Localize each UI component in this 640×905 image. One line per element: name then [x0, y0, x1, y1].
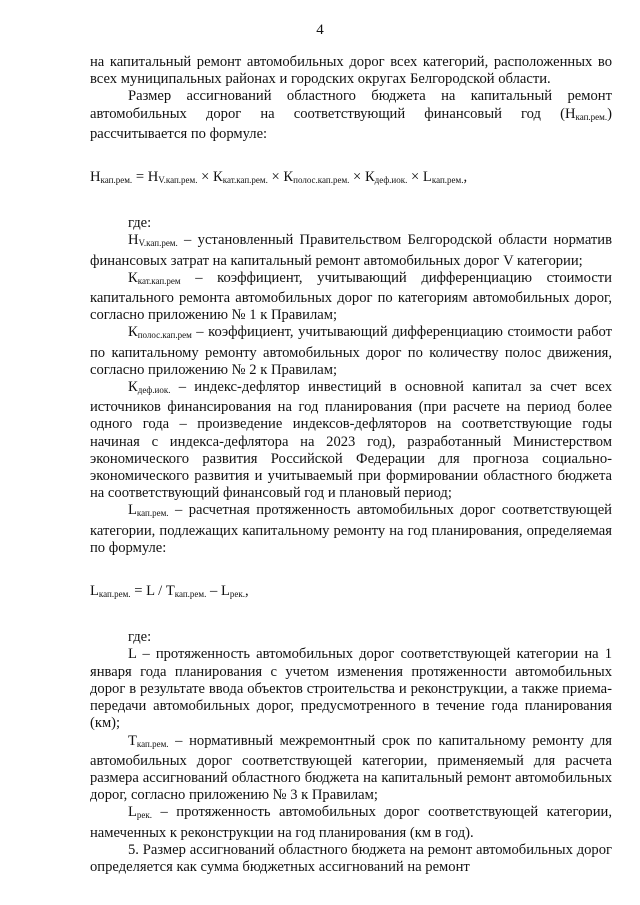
formula-capital-repair-allocation: $Н_{кап.рем.} = Н_{V.кап.рем.} \times К_{кат.кап.рем.} \times К_{полос.кап.рем.} \times К_{деф.иок.} \times L_{кап.рем.}$,	[90, 169, 468, 186]
definition-tkap: $Т_{кап.рем.}$ – нормативный межремонтный срок по капитальному ремонту для автомобильных дорог соответствующей категории, применяемый для расчета размера ассигнований областного бюджета на капитальный ремонт автомобильных дорог, согласно приложению № 3 к Правилам;	[90, 732, 612, 804]
definition-kkat: $К_{кат.кап.рем}$ – коэффициент, учитывающий дифференциацию стоимости капитального ремонта автомобильных дорог по категориям автомобильных дорог, согласно приложению № 1 к Правилам;	[90, 269, 612, 324]
definition-kdef: $К_{деф.иок.}$ – индекс-дефлятор инвестиций в основной капитал за счет всех источников финансирования на год планирования (при расчете на период более одного года – произведение индексов-дефляторов на соответствующие годы начиная с индекса-дефлятора на 2023 год), разработанный Министерством экономического развития Российской Федерации для прогноза социально-экономического развития и учитываемый при формировании областного бюджета на соответствующий финансовый год и плановый период;	[90, 379, 612, 502]
definition-nv: $Н_{V.кап.рем.}$ – установленный Правительством Белгородской области норматив финансовых затрат на капитальный ремонт автомобильных дорог V категории;	[90, 232, 612, 269]
definition-lkap: $L_{кап.рем.}$ – расчетная протяженность автомобильных дорог соответствующей категории, подлежащих капитальному ремонту на год планирования, определяемая по формуле:	[90, 502, 612, 556]
where-label-2: где:	[128, 629, 152, 646]
definition-kpolos: $К_{полос.кап.рем}$ – коэффициент, учитывающий дифференциацию стоимости работ по капитальному ремонту автомобильных дорог по количеству полос движения, согласно приложению № 2 к Правилам;	[90, 324, 612, 378]
paragraph-continuation: на капитальный ремонт автомобильных дорог всех категорий, расположенных во всех муниципальных районах и городских округах Белгородской области.	[90, 54, 612, 88]
paragraph-5: 5. Размер ассигнований областного бюджета на ремонт автомобильных дорог определяется как сумма бюджетных ассигнований на ремонт	[90, 841, 612, 875]
where-label: где:	[128, 215, 152, 232]
paragraph-size: Размер ассигнований областного бюджета на капитальный ремонт автомобильных дорог на соответствующий финансовый год $(Н_{кап.рем.})$ рассчитывается по формуле:	[90, 88, 612, 142]
document-body	[90, 54, 612, 876]
definition-lrek: $L_{рек.}$ – протяженность автомобильных дорог соответствующей категории, намеченных к реконструкции на год планирования (км в год).	[90, 804, 612, 841]
definition-l: L – протяженность автомобильных дорог соответствующей категории на 1 января года планирования с учетом изменения протяженности автомобильных дорог в результате ввода объектов строительства и реконструкции, а также приема-передачи автомобильных дорог, предусмотренного в течение года планирования (км);	[90, 646, 612, 732]
page-number: 4	[316, 22, 324, 38]
formula-capital-repair-length: $L_{кап.рем.} = L / Т_{кап.рем.} - L_{рек.}$,	[90, 583, 249, 600]
